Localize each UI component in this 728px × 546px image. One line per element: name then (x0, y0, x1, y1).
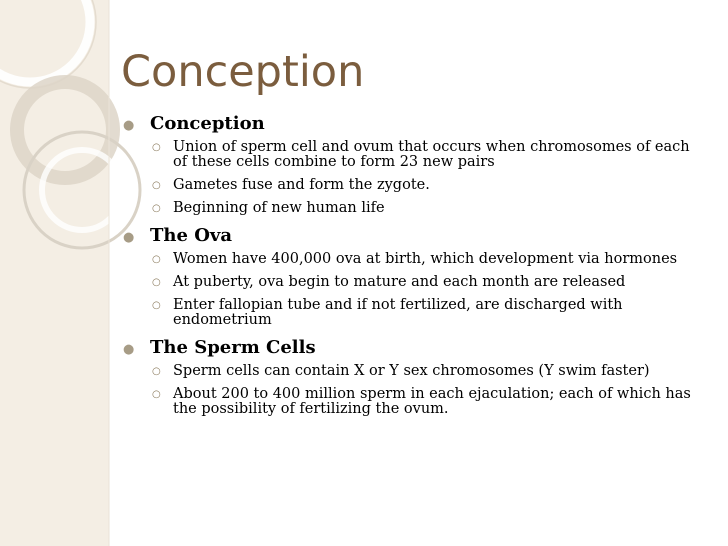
list-item-text: At puberty, ova begin to mature and each month are released (173, 274, 626, 290)
bullet-circle-icon: ○ (152, 254, 161, 265)
bullet-circle-icon: ○ (152, 277, 161, 288)
bullet-circle-icon: ○ (152, 366, 161, 377)
list-item (120, 201, 700, 216)
bullet-circle-icon: ○ (152, 142, 161, 153)
list-item (120, 364, 700, 379)
list-item-text: Gametes fuse and form the zygote. (173, 177, 430, 193)
list-item (120, 140, 700, 170)
slide-title: Conception (121, 47, 365, 97)
section-heading (120, 336, 700, 360)
list-item (120, 387, 700, 417)
bullet-dot-icon: ● (123, 342, 135, 357)
list-item-text: About 200 to 400 million sperm in each ejaculation; each of which has the possibility of fertilizing the ovum. (173, 386, 691, 417)
sub-list (120, 364, 700, 417)
ring-lower-inner (42, 150, 122, 230)
sub-list (120, 140, 700, 216)
list-item (120, 275, 700, 290)
list-item-text: Union of sperm cell and ovum that occurs when chromosomes of each of these cells combine to form 23 new pairs (173, 139, 690, 170)
bullet-circle-icon: ○ (152, 180, 161, 191)
section-heading-label: Conception (150, 113, 265, 134)
bullet-circle-icon: ○ (152, 203, 161, 214)
section-the-sperm-cells (120, 336, 700, 417)
list-item-text: Sperm cells can contain X or Y sex chromosomes (Y swim faster) (173, 363, 650, 379)
bullet-dot-icon: ● (123, 118, 135, 133)
list-item (120, 298, 700, 328)
section-heading-label: The Ova (150, 225, 233, 246)
section-the-ova (120, 224, 700, 328)
section-heading (120, 112, 700, 136)
section-heading-label: The Sperm Cells (150, 337, 316, 358)
list-item (120, 178, 700, 193)
list-item-text: Enter fallopian tube and if not fertilized, are discharged with endometrium (173, 297, 623, 328)
sub-list (120, 252, 700, 328)
list-item (120, 252, 700, 267)
bullet-dot-icon: ● (123, 230, 135, 245)
section-conception (120, 112, 700, 216)
bullet-circle-icon: ○ (152, 300, 161, 311)
bullet-circle-icon: ○ (152, 389, 161, 400)
list-item-text: Beginning of new human life (173, 200, 385, 216)
list-item-text: Women have 400,000 ova at birth, which development via hormones (173, 251, 678, 267)
slide-content (120, 112, 700, 425)
section-heading (120, 224, 700, 248)
